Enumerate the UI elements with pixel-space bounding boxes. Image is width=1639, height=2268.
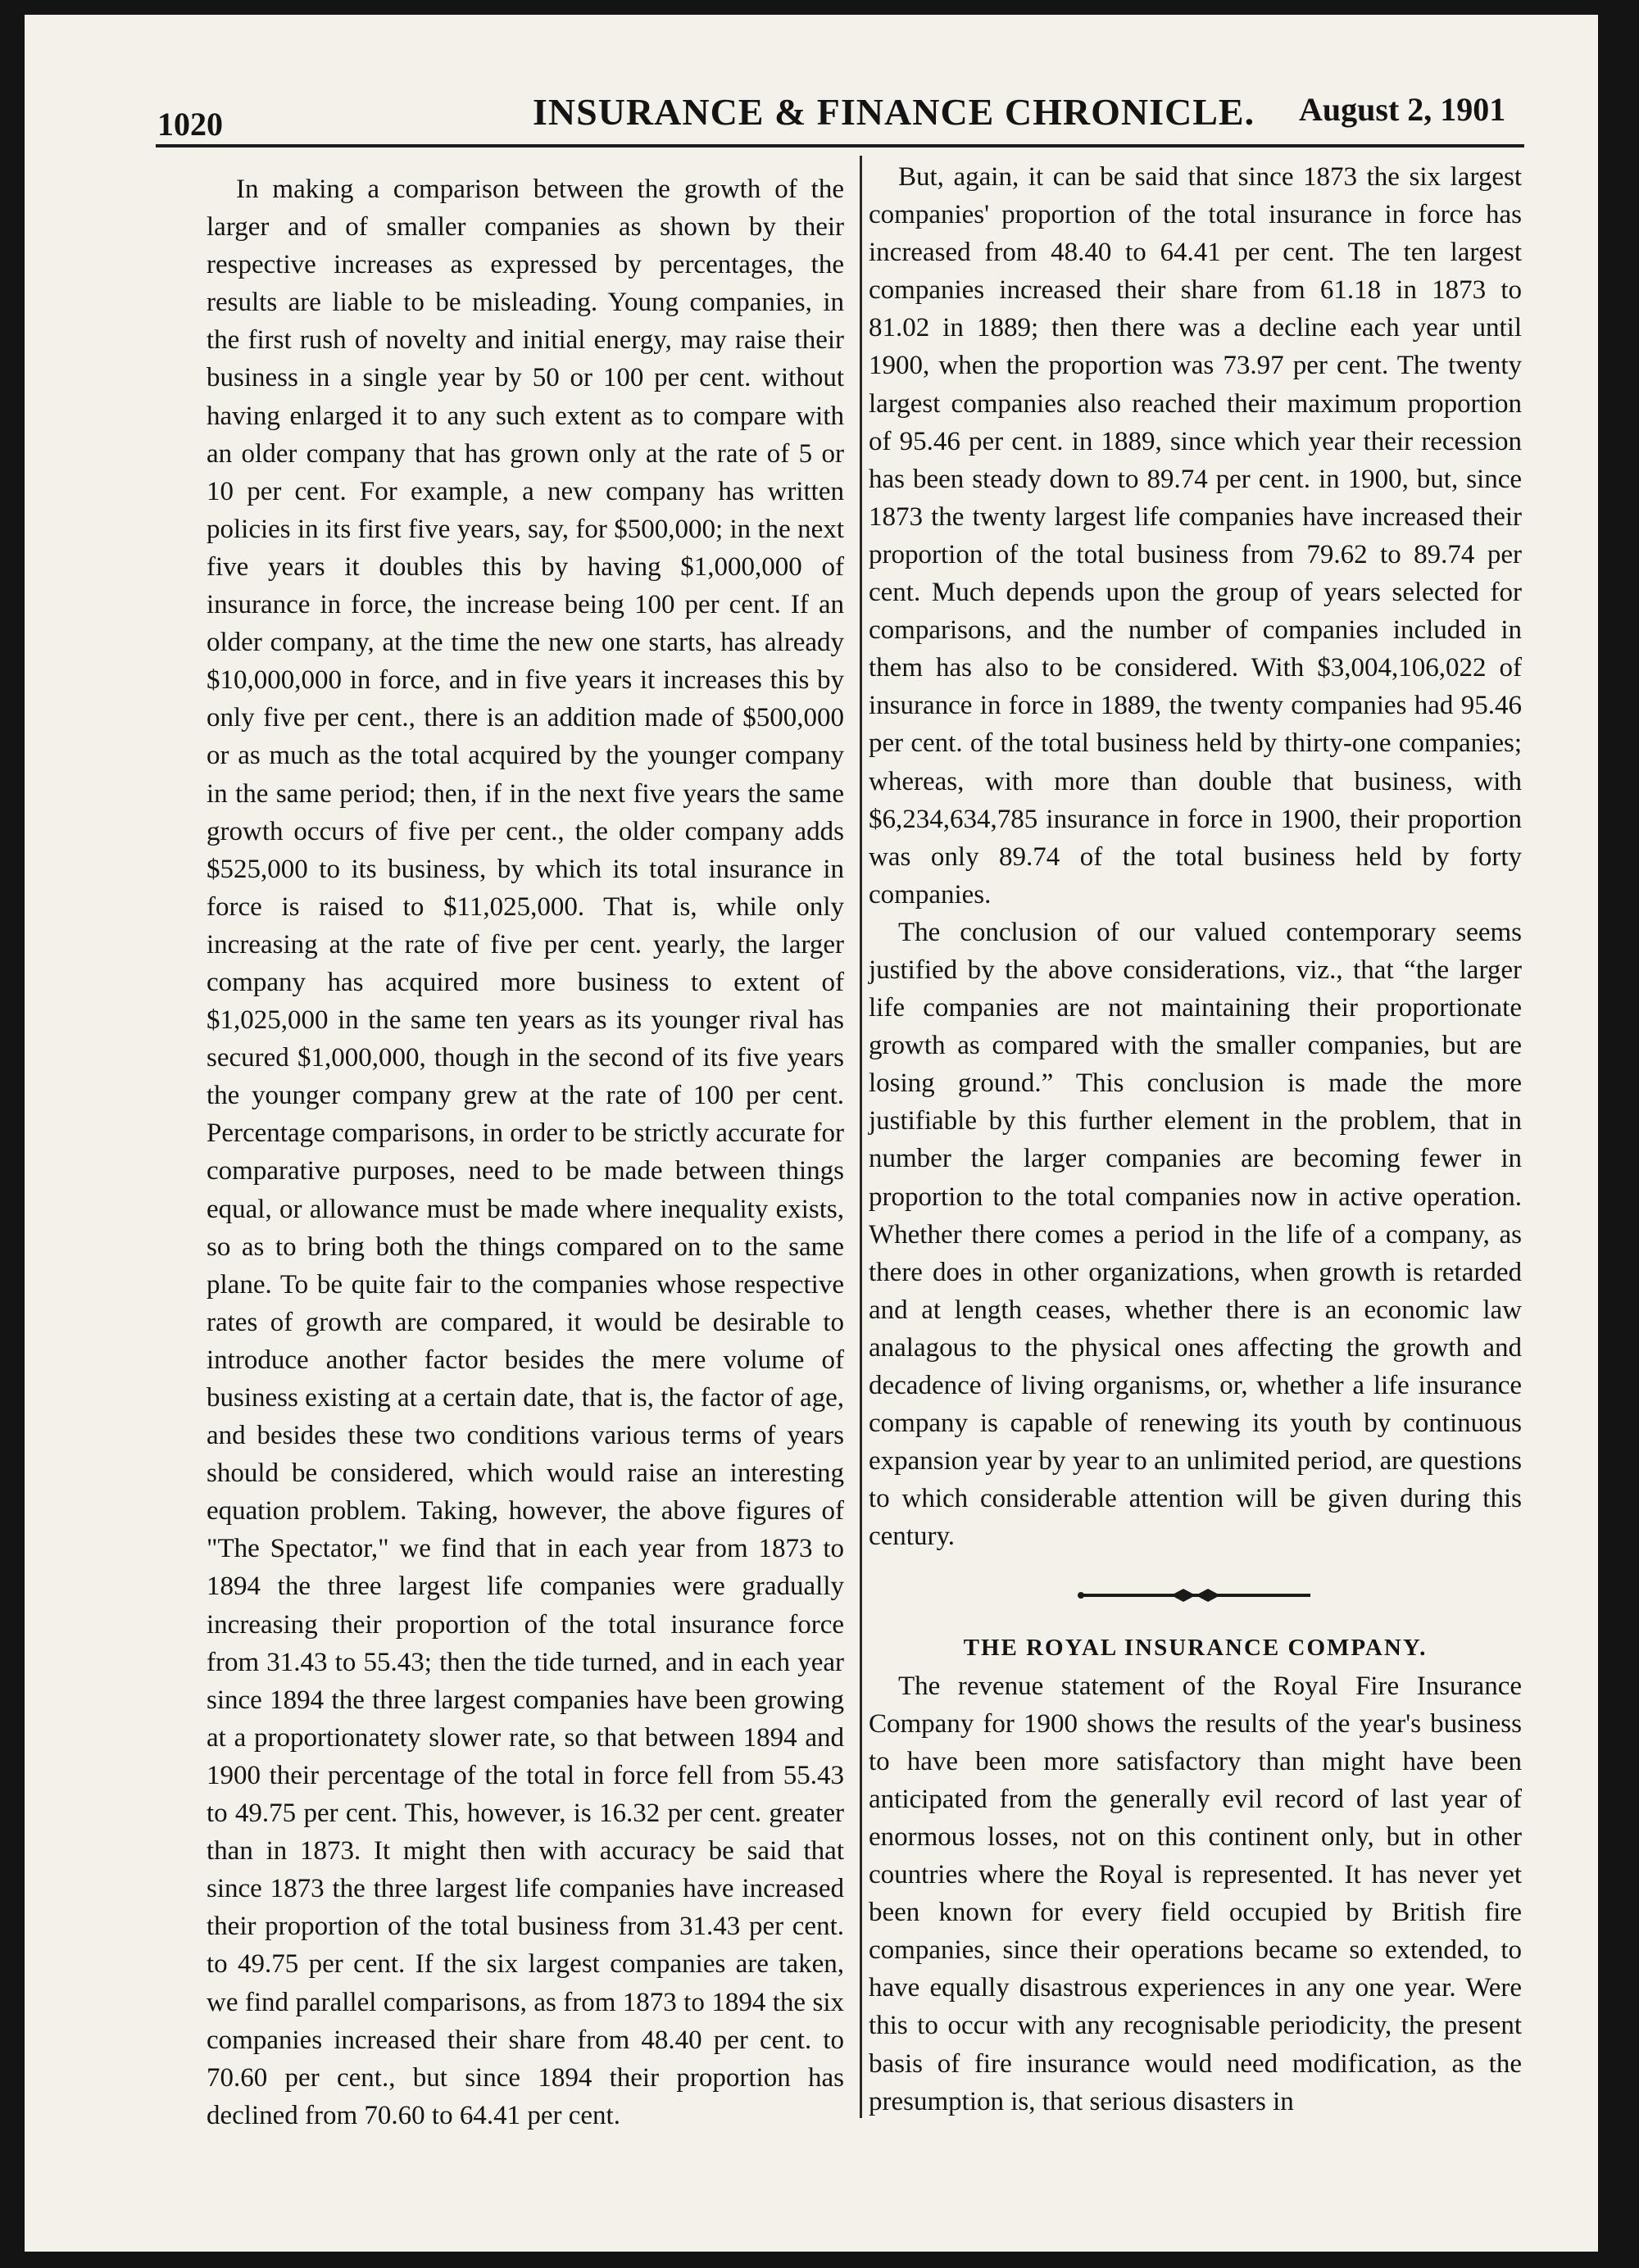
issue-date: August 2, 1901 (1299, 91, 1506, 128)
newspaper-page (25, 15, 1598, 2252)
header-rule (156, 144, 1524, 147)
page-number: 1020 (157, 106, 223, 143)
right-column (869, 158, 1522, 2121)
publication-title: INSURANCE & FINANCE CHRONICLE. (533, 91, 1255, 133)
section-paragraph: The revenue statement of the Royal Fire Insurance Company for 1900 shows the results of the year's business to have been more satisfactory than might have been anticipated from the generally evil record of last year of enormous losses, not on this continent only, but in other countries where the Royal is represented. It has never yet been known for every field occupied by British fire companies, since their operations became so extended, to have equally disastrous experiences in any one year. Were this to occur with any recognisable periodicity, the present basis of fire insurance would need modification, as the presumption is, that serious disasters in (869, 1671, 1522, 2116)
article-paragraph: The conclusion of our valued contemporary seems justified by the above considerations, viz., that “the larger life companies are not maintaining their proportionate growth as compared with the smaller companies, but are losing ground.” This conclusion is made the more justifiable by this further element in the problem, that in number the larger companies are becoming fewer in proportion to the total companies now in active operation. Whether there comes a period in the life of a company, as there does in other organizations, when growth is retarded and at length ceases, whether there is an economic law analagous to the physical ones affecting the growth and decadence of living organisms, or, whether a life insurance company is capable of renewing its youth by continuous expansion year by year to an unlimited period, are questions to which considerable attention will be given during this century. (869, 917, 1522, 1552)
section-title: THE ROYAL INSURANCE COMPANY. (963, 1635, 1428, 1662)
column-divider (860, 156, 862, 2118)
running-header (25, 15, 1598, 154)
article-paragraph: In making a comparison between the growth of the larger and of smaller companies as shown by their respective increases as expressed by percentages, the results are liable to be misleading. Young companies, in the first rush of novelty and initial energy, may raise their business in a single year by 50 or 100 per cent. without having enlarged it to any such extent as to compare with an older company that has grown only at the rate of 5 or 10 per cent. For example, a new company has written policies in its first five years, say, for $500,000; in the next five years it doubles this by having $1,000,000 of insurance in force, the increase being 100 per cent. If an older company, at the time the new one starts, has already $10,000,000 in force, and in five years it increases this by only five per cent., there is an addition made of $500,000 or as much as the total acquired by the younger company in the same period; then, if in the next five years the same growth occurs of five per cent., the older company adds $525,000 to its business, by which its total insurance in force is raised to $11,025,000. That is, while only increasing at the rate of five per cent. yearly, the larger company has acquired more business to extent of $1,025,000 in the same ten years as its younger rival has secured $1,000,000, though in the second of its five years the younger company grew at the rate of 100 per cent. Percentage comparisons, in order to be strictly accurate for comparative purposes, need to be made between things equal, or allowance must be made where inequality exists, so as to bring both the things compared on to the same plane. To be quite fair to the companies whose respective rates of growth are compared, it would be desirable to introduce another factor besides the mere volume of business existing at a certain date, that is, the factor of age, and besides these two conditions various terms of years should be considered, which would raise an interesting equation problem. Taking, however, the above figures of "The Spectator," we find that in each year from 1873 to 1894 the three largest life companies were gradually increasing their proportion of the total insurance force from 31.43 to 55.43; then the tide turned, and in each year since 1894 the three largest companies have been growing at a proportionatety slower rate, so that between 1894 and 1900 their percentage of the total in force fell from 55.43 to 49.75 per cent. This, however, is 16.32 per cent. greater than in 1873. It might then with accuracy be said that since 1873 the three largest life companies have increased their proportion of the total business from 31.43 per cent. to 49.75 per cent. If the six largest companies are taken, we find parallel comparisons, as from 1873 to 1894 the six companies increased their share from 48.40 per cent. to 70.60 per cent., but since 1894 their proportion has declined from 70.60 to 64.41 per cent. (207, 175, 844, 2130)
left-column (207, 170, 844, 2134)
article-paragraph: But, again, it can be said that since 1873 the six largest companies' proportion of the total insurance in force has increased from 48.40 to 64.41 per cent. The ten largest companies increased their share from 61.18 in 1873 to 81.02 in 1889; then there was a decline each year until 1900, when the proportion was 73.97 per cent. The twenty largest companies also reached their maximum proportion of 95.46 per cent. in 1889, since which year their recession has been steady down to 89.74 per cent. in 1900, but, since 1873 the twenty largest life companies have increased their proportion of the total business from 79.62 to 89.74 per cent. Much depends upon the group of years selected for comparisons, and the number of companies included in them has also to be considered. With $3,004,106,022 of insurance in force in 1889, the twenty companies had 95.46 per cent. of the total business held by thirty-one companies; whereas, with more than double that business, with $6,234,634,785 insurance in force in 1900, their proportion was only 89.74 of the total business held by forty companies. (869, 162, 1522, 909)
ornament-divider-icon (1073, 1583, 1319, 1608)
